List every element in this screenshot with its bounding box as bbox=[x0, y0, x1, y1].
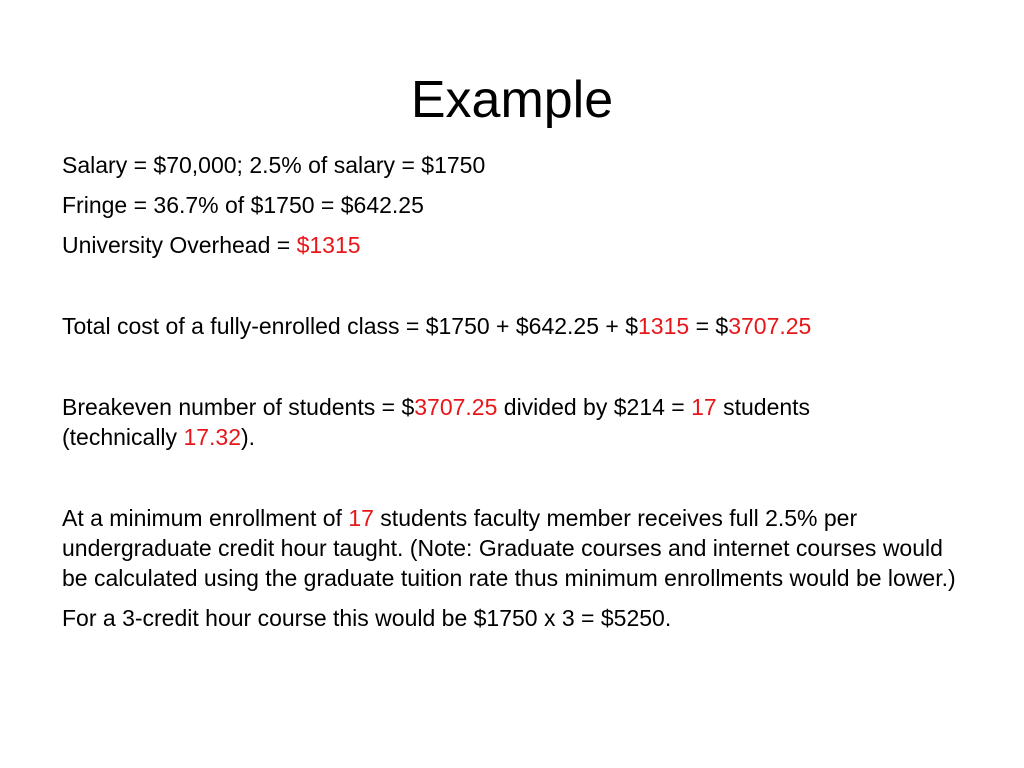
breakeven-students-value: 17 bbox=[691, 394, 717, 420]
salary-line: Salary = $70,000; 2.5% of salary = $1750 bbox=[62, 152, 486, 178]
total-cost-value: 3707.25 bbox=[728, 313, 812, 339]
total-cost-line bbox=[62, 311, 962, 341]
slide-body bbox=[62, 150, 962, 643]
minimum-prefix: At a minimum enrollment of bbox=[62, 505, 349, 531]
fringe-line: Fringe = 36.7% of $1750 = $642.25 bbox=[62, 192, 424, 218]
breakeven-exact-value: 17.32 bbox=[183, 424, 241, 450]
spacer bbox=[62, 462, 962, 503]
breakeven-suffix: students bbox=[716, 394, 811, 420]
total-cost-equals: = $ bbox=[689, 313, 729, 339]
course-line: For a 3-credit hour course this would be $1750 x 3 = $5250. bbox=[62, 605, 672, 631]
breakeven-technically-prefix: (technically bbox=[62, 424, 184, 450]
spacer bbox=[62, 351, 962, 392]
breakeven-line bbox=[62, 392, 962, 452]
slide-title: Example bbox=[410, 71, 614, 129]
minimum-suffix: students faculty member receives full 2.5% per undergraduate credit hour taught. (Note: Graduate courses and internet courses would be calculated using the graduate tuition rate thus minimum enrollments would be lower.) bbox=[62, 505, 956, 591]
overhead-value: $1315 bbox=[296, 232, 361, 258]
minimum-enrollment-paragraph bbox=[62, 503, 962, 593]
total-cost-overhead-value: 1315 bbox=[638, 313, 690, 339]
spacer bbox=[62, 270, 962, 311]
overhead-label: University Overhead = bbox=[62, 232, 297, 258]
breakeven-divisor: divided by $214 = bbox=[497, 394, 692, 420]
minimum-students-value: 17 bbox=[348, 505, 374, 531]
breakeven-total-value: 3707.25 bbox=[414, 394, 498, 420]
breakeven-technically-suffix: ). bbox=[241, 424, 256, 450]
breakeven-prefix: Breakeven number of students = $ bbox=[62, 394, 415, 420]
total-cost-prefix: Total cost of a fully-enrolled class = $1750 + $642.25 + $ bbox=[62, 313, 639, 339]
overhead-line bbox=[62, 230, 962, 260]
